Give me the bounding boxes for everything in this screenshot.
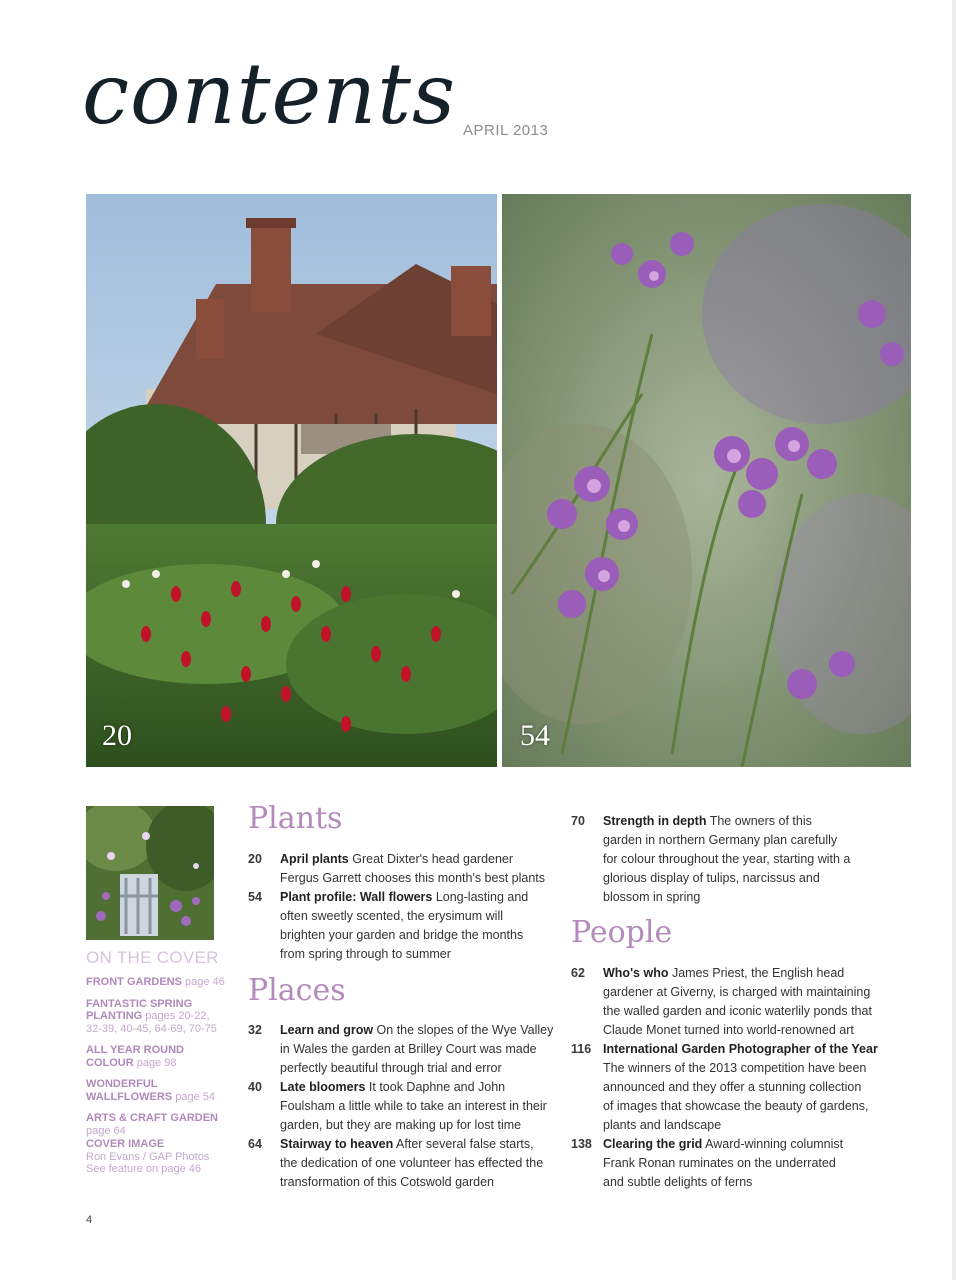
entry-description: glorious display of tulips, narcissus and xyxy=(603,871,820,885)
contents-entry[interactable] xyxy=(571,1040,878,1138)
entry-title: Strength in depth xyxy=(603,814,707,828)
entry-description: and subtle delights of ferns xyxy=(603,1175,753,1189)
entry-title: Learn and grow xyxy=(280,1023,374,1037)
entry-description: the walled garden and iconic waterlily ponds that xyxy=(603,1004,872,1018)
cover-image-credit xyxy=(86,1138,209,1176)
entry-description: for colour throughout the year, starting with a xyxy=(603,852,851,866)
section-heading-plants: Plants xyxy=(248,801,343,836)
entry-description: plants and landscape xyxy=(603,1118,722,1132)
cover-image-heading: COVER IMAGE xyxy=(86,1138,165,1150)
cover-line-page: page 98 xyxy=(136,1056,177,1069)
entry-description: Fergus Garrett chooses this month's best plants xyxy=(280,871,546,885)
entry-description: Award-winning columnist xyxy=(702,1137,844,1151)
entry-description: The owners of this xyxy=(706,814,812,828)
entry-description: Frank Ronan ruminates on the underrated xyxy=(603,1156,836,1170)
entry-description: Great Dixter's head gardener xyxy=(348,852,514,866)
entry-description: gardener at Giverny, is charged with maintaining xyxy=(603,985,871,999)
entry-description: The winners of the 2013 competition have been xyxy=(603,1061,867,1075)
entry-page-number: 40 xyxy=(248,1080,262,1094)
cover-line-title: ARTS & CRAFT GARDEN xyxy=(86,1112,218,1124)
contents-entry[interactable] xyxy=(248,1135,548,1195)
entry-title: Clearing the grid xyxy=(603,1137,703,1151)
cover-thumbnail[interactable] xyxy=(86,806,214,940)
entry-description: On the slopes of the Wye Valley xyxy=(373,1023,554,1037)
photo-great-dixter[interactable] xyxy=(86,194,497,767)
cover-image-feature: See feature on page 46 xyxy=(86,1163,201,1175)
contents-entry[interactable] xyxy=(571,812,871,912)
cover-line-page: page 54 xyxy=(175,1090,215,1103)
cover-line-title: WONDERFUL WALLFLOWERS xyxy=(86,1078,173,1103)
page-number: 4 xyxy=(86,1214,93,1226)
entry-title: Stairway to heaven xyxy=(280,1137,394,1151)
entry-description: often sweetly scented, the erysimum will xyxy=(280,909,504,923)
entry-description: It took Daphne and John xyxy=(365,1080,506,1094)
entry-description: the dedication of one volunteer has effected the xyxy=(280,1156,544,1170)
entry-description: brighten your garden and bridge the months xyxy=(280,928,524,942)
cover-line-title: FANTASTIC SPRING PLANTING xyxy=(86,997,193,1022)
entry-description: garden, but they are making up for lost time xyxy=(280,1118,522,1132)
entry-title: April plants xyxy=(280,852,349,866)
entry-description: Claude Monet turned into world-renowned art xyxy=(603,1023,854,1037)
entry-description: James Priest, the English head xyxy=(668,966,845,980)
entry-page-number: 138 xyxy=(571,1137,592,1151)
cover-line-title: FRONT GARDENS xyxy=(86,976,182,988)
entry-description: transformation of this Cotswold garden xyxy=(280,1175,494,1189)
cover-image-photographer: Ron Evans / GAP Photos xyxy=(86,1150,210,1163)
cover-line-page: pages 20-22, 32-39, 40-45, 64-69, 70-75 xyxy=(86,1010,217,1035)
entry-description: blossom in spring xyxy=(603,890,701,904)
entry-title: Plant profile: Wall flowers xyxy=(280,890,433,904)
photo-page-number-20: 20 xyxy=(102,719,132,752)
entry-description: announced and they offer a stunning collection xyxy=(603,1080,862,1094)
entry-description: garden in northern Germany plan carefully xyxy=(603,833,838,847)
cover-line[interactable] xyxy=(86,1112,226,1137)
photo-page-number-54: 54 xyxy=(520,719,550,752)
entry-page-number: 116 xyxy=(571,1042,592,1056)
cover-line-page: page 46 xyxy=(185,976,225,988)
page-edge xyxy=(952,0,956,1280)
entry-title: Who's who xyxy=(603,966,669,980)
contents-entry[interactable] xyxy=(248,1021,554,1081)
entry-description: perfectly beautiful through trial and error xyxy=(280,1061,502,1075)
photo-wallflowers[interactable] xyxy=(502,194,911,767)
cover-line[interactable] xyxy=(86,1044,226,1069)
contents-entry[interactable] xyxy=(248,850,548,890)
on-the-cover-label: ON THE COVER xyxy=(86,948,219,967)
entry-description: After several false starts, xyxy=(393,1137,534,1151)
entry-description: of images that showcase the beauty of gardens, xyxy=(603,1099,869,1113)
cover-line[interactable] xyxy=(86,1078,226,1103)
section-heading-places: Places xyxy=(248,973,346,1008)
entry-page-number: 70 xyxy=(571,814,585,828)
entry-page-number: 62 xyxy=(571,966,585,980)
cover-line-page: page 64 xyxy=(86,1124,126,1137)
entry-description: from spring through to summer xyxy=(280,947,451,961)
cover-line-title: ALL YEAR ROUND COLOUR xyxy=(86,1044,184,1069)
contents-entry[interactable] xyxy=(571,1135,871,1195)
entry-description: Foulsham a little while to take an interest in their xyxy=(280,1099,547,1113)
page-title: contents xyxy=(82,45,457,143)
entry-page-number: 54 xyxy=(248,890,262,904)
cover-lines-list xyxy=(86,976,226,1146)
section-heading-people: People xyxy=(571,915,673,950)
cover-line[interactable] xyxy=(86,976,226,989)
entry-page-number: 32 xyxy=(248,1023,262,1037)
entry-title: International Garden Photographer of the Year xyxy=(603,1042,878,1056)
entry-title: Late bloomers xyxy=(280,1080,366,1094)
contents-entry[interactable] xyxy=(571,964,871,1044)
contents-entry[interactable] xyxy=(248,888,548,968)
entry-page-number: 64 xyxy=(248,1137,262,1151)
entry-description: Long-lasting and xyxy=(432,890,529,904)
cover-line[interactable] xyxy=(86,998,226,1036)
issue-date: APRIL 2013 xyxy=(463,122,549,139)
entry-description: in Wales the garden at Brilley Court was made xyxy=(280,1042,537,1056)
entry-page-number: 20 xyxy=(248,852,262,866)
contents-entry[interactable] xyxy=(248,1078,548,1138)
